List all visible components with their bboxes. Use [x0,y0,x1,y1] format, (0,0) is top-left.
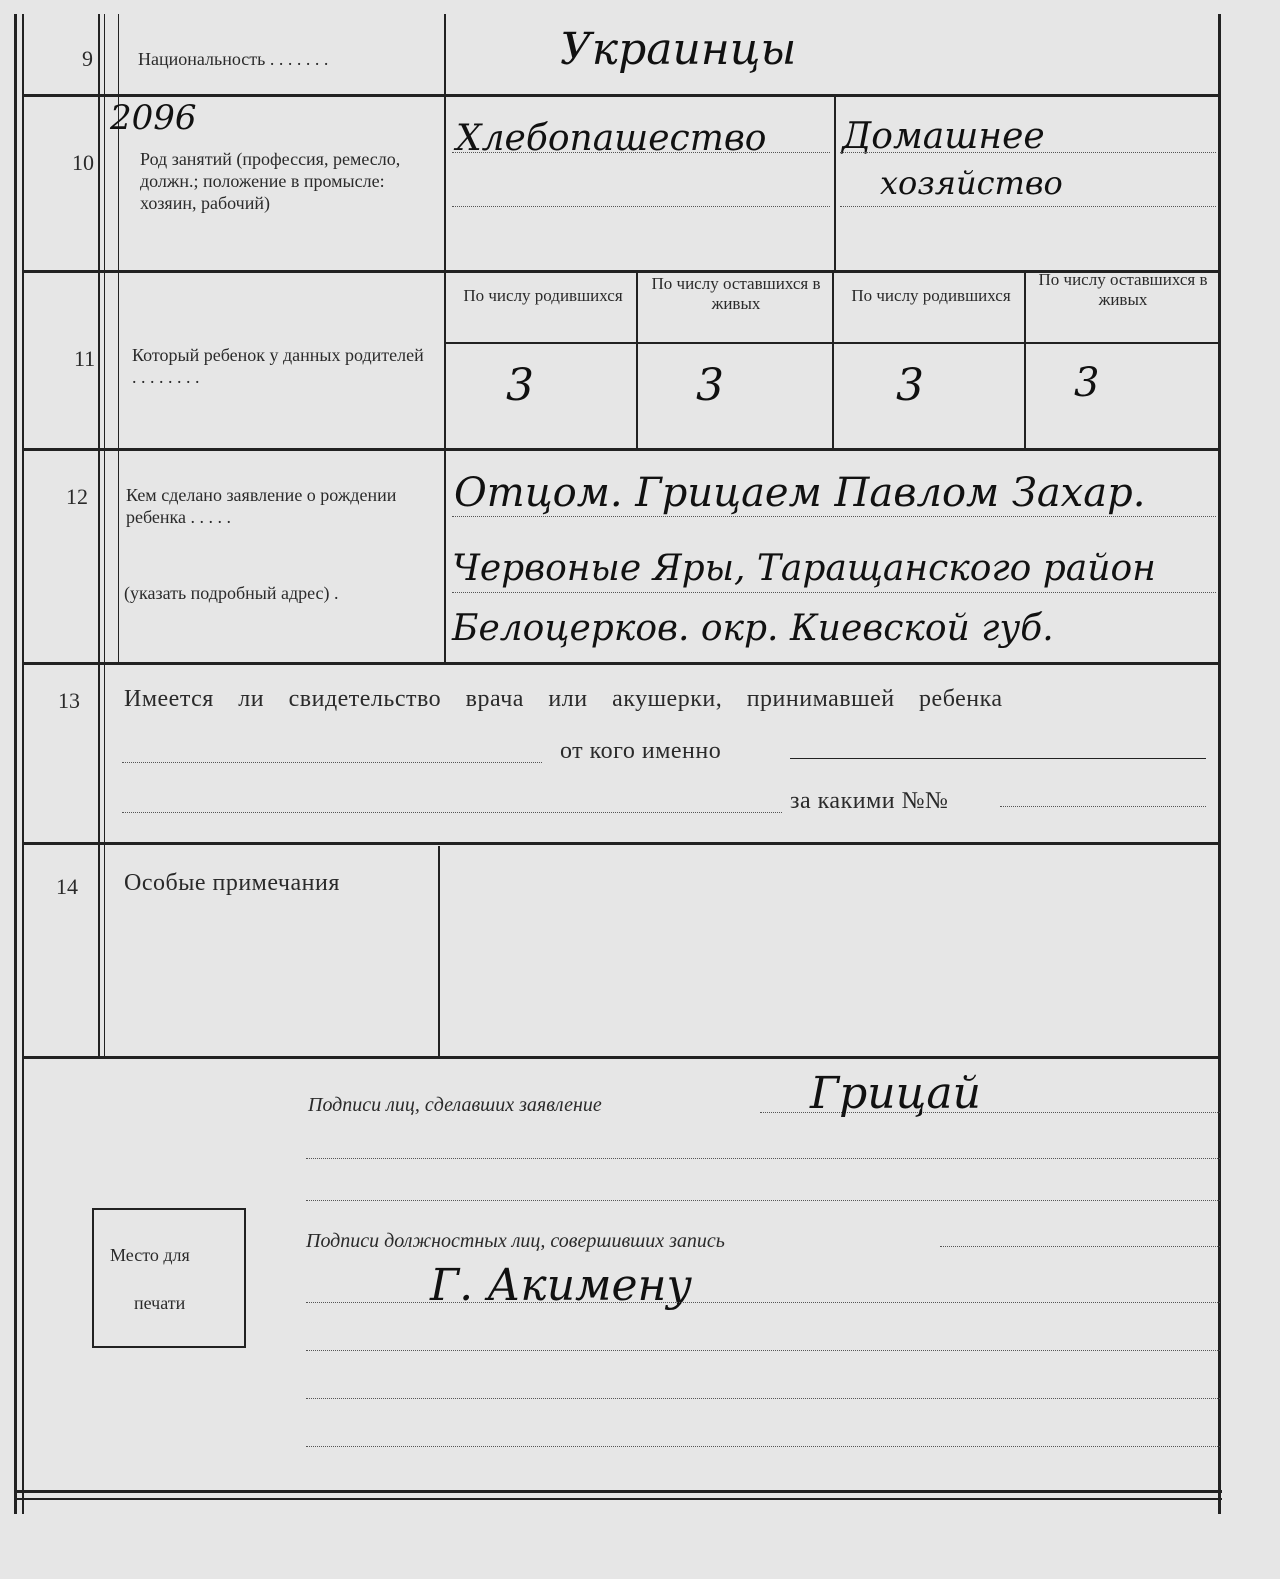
sep-11-12 [24,448,1220,451]
applicants-sign-label: Подписи лиц, сделавших заявление [308,1094,602,1116]
r10-dotline-2 [452,206,830,207]
r12-dotline-1 [452,516,1216,517]
r11-split-2 [832,272,834,450]
officials-sign-label: Подписи должностных лиц, совершивших запись [306,1230,725,1252]
r11-header-line [446,342,1218,344]
child-order-value-1: 3 [506,360,534,411]
sig-dot-6 [306,1350,1220,1351]
nationality-value: Украинцы [560,24,797,75]
row-13-from-whom: от кого именно [560,738,722,764]
occupation-father: Хлебопашество [456,118,767,159]
r11-split-3 [1024,272,1026,450]
row-12-label: Кем сделано заявление о рождении ребенка . . . . . [126,485,397,527]
occupation-mother-1: Домашнее [842,116,1045,157]
r10-dotline-3 [840,152,1216,153]
row-13-number: 13 [58,688,80,713]
col-alive-1: По числу оставшихся в живых [651,274,821,313]
occupation-mother-2: хозяйство [880,164,1063,202]
stamp-label-1: Место для [110,1245,190,1265]
row-12-address-label: (указать подробный адрес) . [124,583,339,603]
row-9-label: Национальность . . . . . . . [138,49,329,69]
applicant-line-2: Червоные Яры, Таращанского район [452,548,1156,589]
row-14-label: Особые примечания [124,870,340,896]
sig-dot-7 [306,1398,1220,1399]
frame-left-outer [14,14,17,1514]
row-13-numbers: за какими №№ [790,788,949,814]
sig-dot-8 [306,1446,1220,1447]
col-alive-2: По числу оставшихся в живых [1038,270,1208,309]
frame-right [1218,14,1221,1514]
row-10-number: 10 [72,150,94,175]
label-col-divider [444,14,446,664]
row-14-number: 14 [56,874,78,899]
child-order-value-4: 3 [1074,360,1100,406]
col-born-2: По числу родившихся [851,286,1011,305]
sig-dot-4 [940,1246,1220,1247]
applicant-line-1: Отцом. Грицаем Павлом Захар. [454,470,1146,516]
r13-dotline-1 [122,762,542,763]
frame-bottom [14,1490,1222,1493]
sig-dot-5 [306,1302,1220,1303]
col-born-1: По числу родившихся [463,286,623,305]
r10-split [834,94,836,272]
r13-dotline-3 [1000,806,1206,807]
sep-9-10 [24,94,1220,97]
sep-13-14 [24,842,1220,845]
applicant-signature: Грицай [810,1068,981,1119]
r11-split-1 [636,272,638,450]
sig-dot-3 [306,1200,1220,1201]
stamp-label-2: печати [134,1293,186,1313]
label-col-divider-14 [438,846,440,1056]
numcol-line-b [104,14,105,1056]
r10-dotline-4 [840,206,1216,207]
applicant-line-3: Белоцерков. окр. Киевской губ. [452,608,1054,649]
numcol-line-a [98,14,100,1056]
stamp-box [92,1208,246,1348]
row-10-label: Род занятий (профессия, ремесло, должн.; положение в промысле: хозяин, рабочий) [140,149,401,213]
sep-12-13 [24,662,1220,665]
row-12-number: 12 [66,484,88,509]
row-13-text: Имеется ли свидетельство врача или акушерки, принимавшей ребенка [124,686,1003,712]
margin-note: 2096 [110,98,197,138]
row-11-number: 11 [74,346,96,371]
official-signature: Г. Акимену [430,1260,693,1311]
r13-dotline-2 [122,812,782,813]
frame-left-inner [22,14,24,1514]
sig-dot-2 [306,1158,1220,1159]
row-9-number: 9 [82,46,93,71]
r10-dotline-1 [452,152,830,153]
r13-line-from [790,758,1206,759]
sep-14-sign [24,1056,1220,1059]
frame-bottom-inner [14,1498,1222,1500]
child-order-value-2: 3 [696,360,724,411]
child-order-value-3: 3 [896,360,924,411]
r12-dotline-2 [452,592,1216,593]
row-11-label: Который ребенок у данных родителей . . . . . . . . [132,345,424,387]
